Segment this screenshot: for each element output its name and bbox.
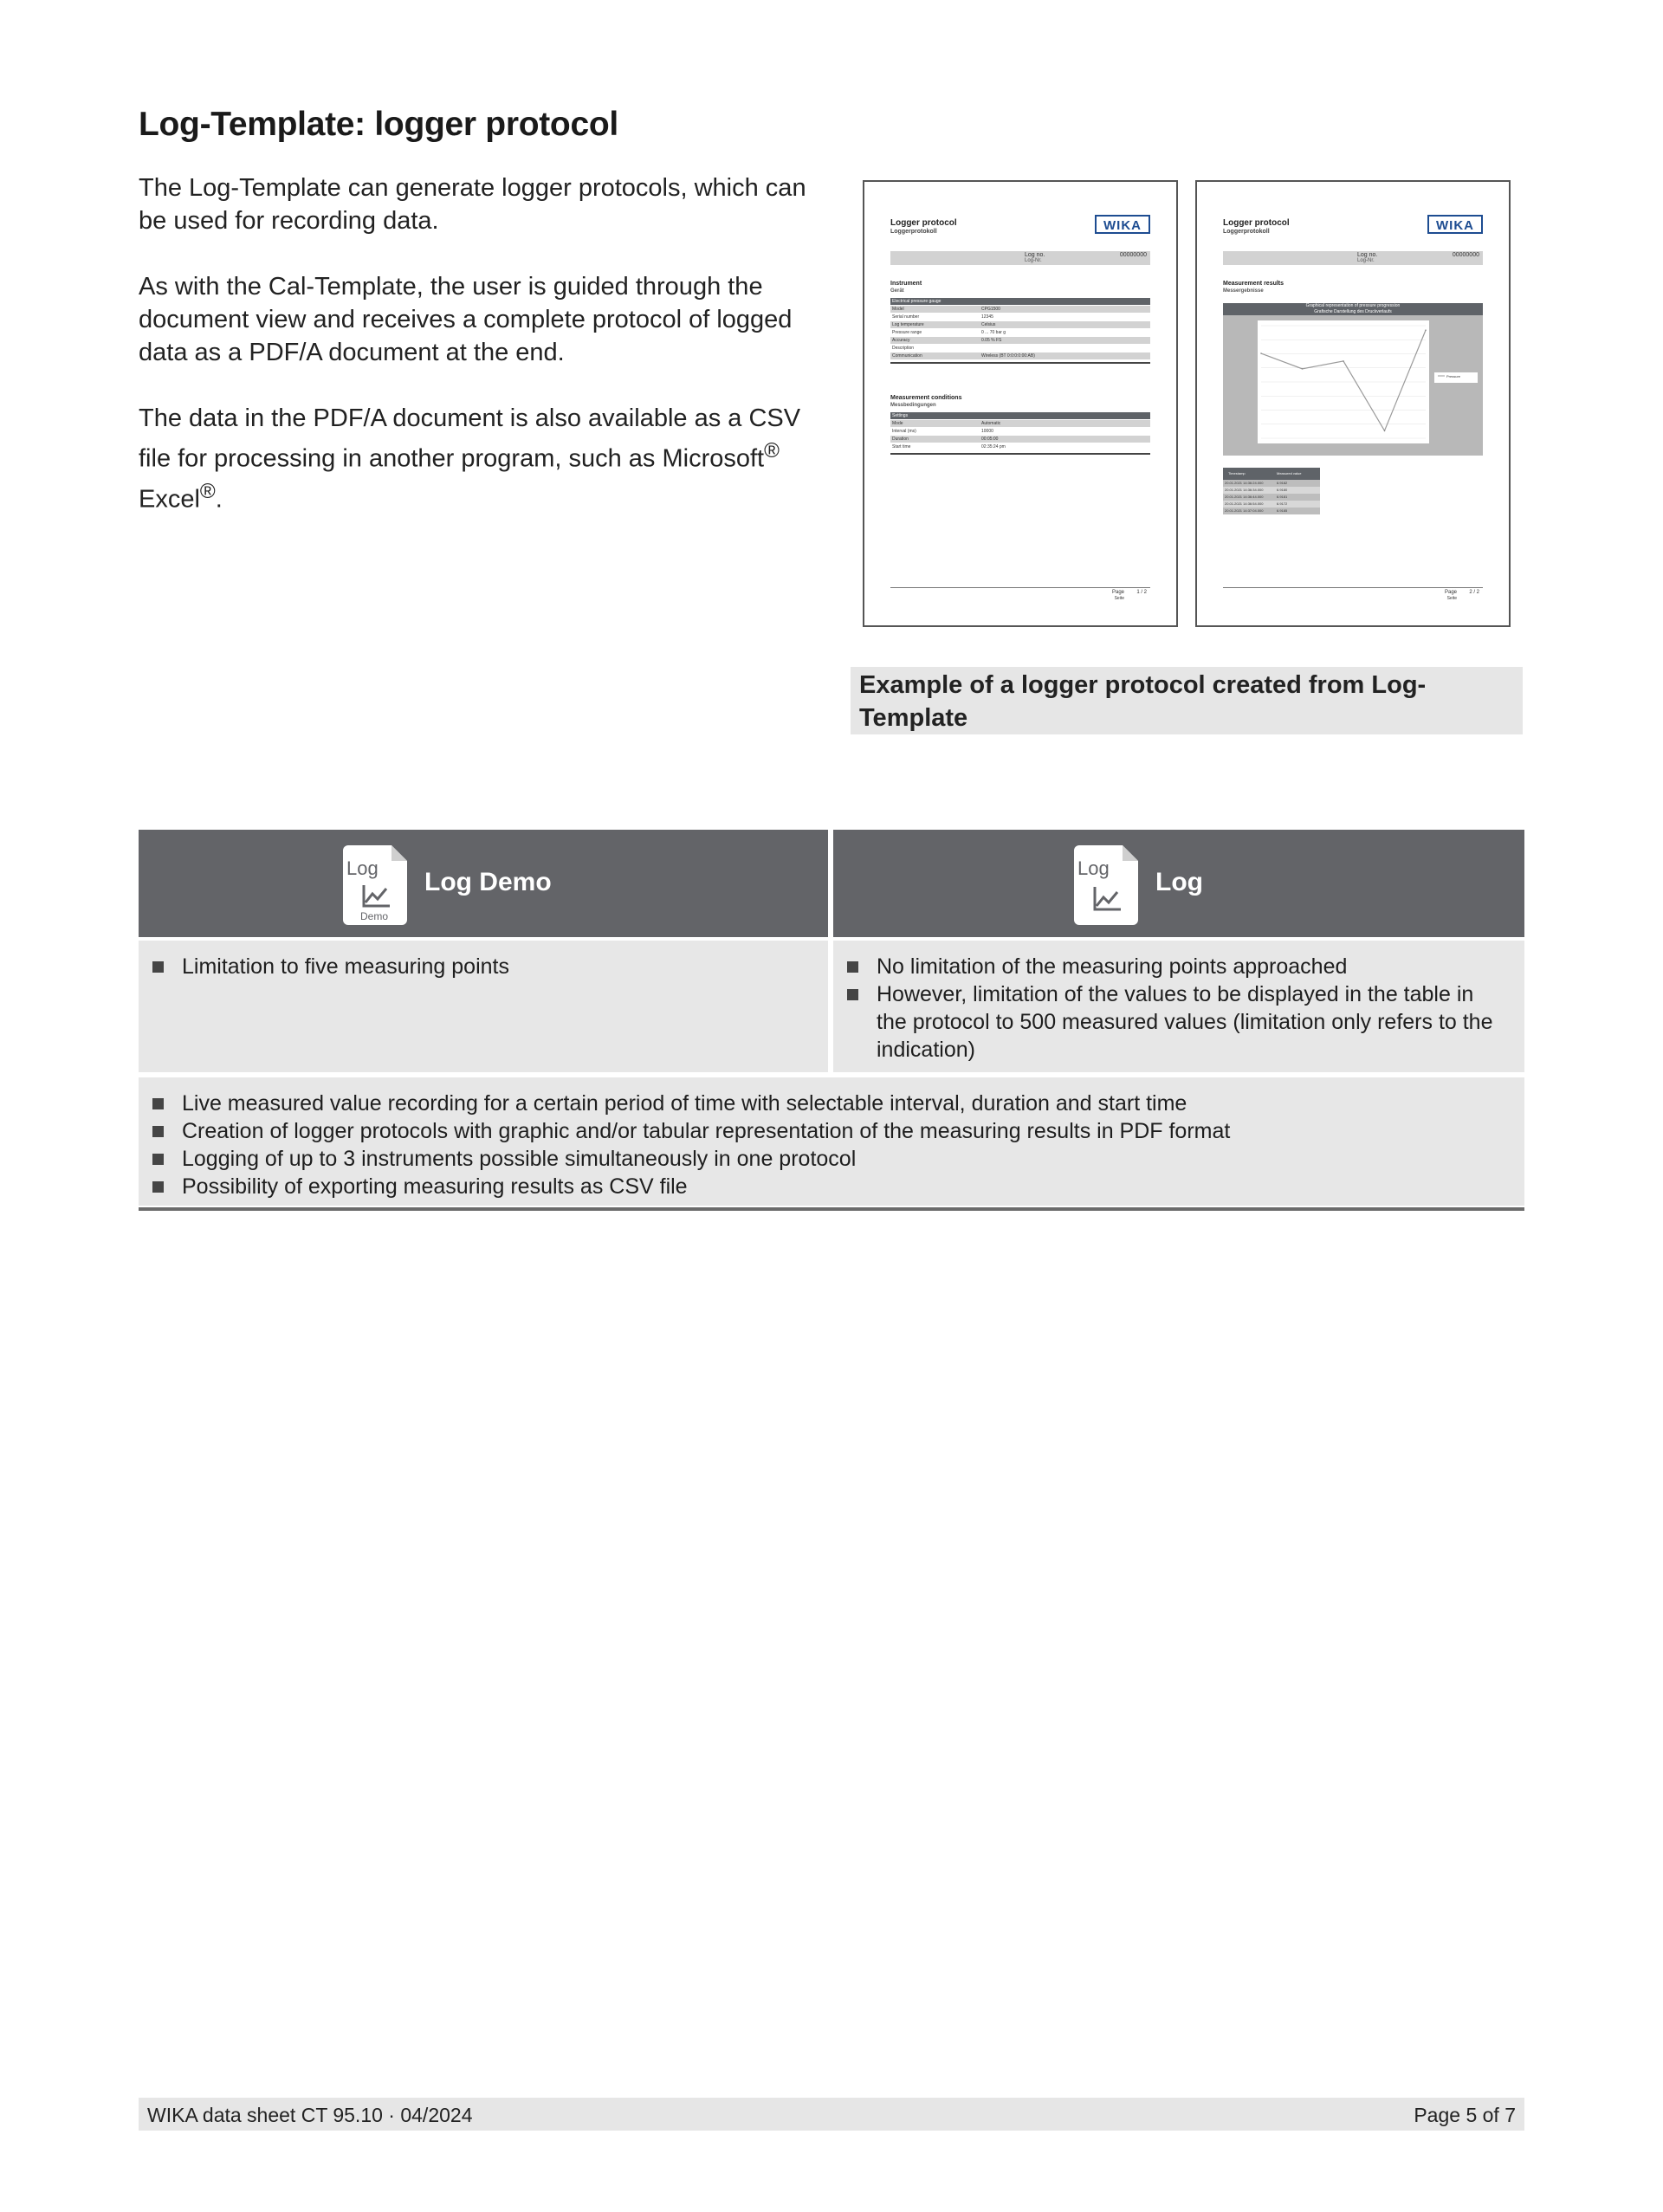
row-label: Start time bbox=[892, 444, 911, 450]
bullet-square-icon bbox=[152, 1098, 164, 1109]
protocol-subtitle: Loggerprotokoll bbox=[1223, 229, 1270, 235]
results-table-cell: 20.01.2021 14:36:34.000 bbox=[1225, 488, 1264, 492]
bullet-square-icon bbox=[847, 961, 858, 973]
bullet-item bbox=[139, 1117, 1507, 1145]
results-table-row bbox=[1223, 501, 1320, 508]
footer-page-number: Page 5 of 7 bbox=[1414, 2104, 1516, 2126]
protocol-title: Logger protocol bbox=[1223, 218, 1290, 228]
protocol-row bbox=[890, 337, 1150, 344]
protocol-row bbox=[890, 436, 1150, 443]
chart-header bbox=[1223, 303, 1483, 315]
icon-text: Log bbox=[346, 857, 379, 879]
results-table-row bbox=[1223, 480, 1320, 487]
bullet-square-icon bbox=[152, 961, 164, 973]
log-no-label: Log no. bbox=[1357, 252, 1378, 258]
protocol-footer bbox=[1223, 587, 1483, 605]
section-instrument: Instrument bbox=[890, 281, 922, 287]
results-table-cell: 6.9185 bbox=[1277, 508, 1288, 513]
results-table-row bbox=[1223, 508, 1320, 514]
protocol-row bbox=[890, 345, 1150, 352]
wika-logo: WIKA bbox=[1095, 215, 1150, 234]
bullet-item bbox=[139, 1145, 1507, 1173]
section-rule bbox=[890, 453, 1150, 455]
section-conditions-sub: Messbedingungen bbox=[890, 403, 936, 408]
section-rule bbox=[890, 362, 1150, 364]
period: . bbox=[215, 485, 223, 514]
col-label-log-demo: Log Demo bbox=[424, 868, 552, 896]
protocol-row bbox=[890, 321, 1150, 328]
results-table-cell: 6.9172 bbox=[1277, 501, 1288, 506]
log-number-bar bbox=[890, 251, 1150, 265]
bullet-square-icon bbox=[152, 1181, 164, 1193]
page-sub-label: Seite bbox=[1114, 596, 1124, 601]
log-features bbox=[833, 941, 1524, 1072]
section-results: Measurement results bbox=[1223, 281, 1284, 287]
pressure-data-point bbox=[1384, 430, 1386, 431]
results-table-header bbox=[1223, 468, 1320, 480]
protocol-row bbox=[890, 329, 1150, 336]
page-sub-label: Seite bbox=[1446, 596, 1457, 601]
col-header-log-demo bbox=[139, 830, 828, 937]
icon-text: Log bbox=[1077, 857, 1110, 879]
results-table-row bbox=[1223, 487, 1320, 494]
row-label: Accuracy bbox=[892, 338, 910, 343]
figure-caption: Example of a logger protocol created from Log-Template bbox=[851, 667, 1523, 734]
common-bullets bbox=[139, 1090, 1507, 1200]
bullet-square-icon bbox=[847, 989, 858, 1000]
protocol-preview-page-1 bbox=[863, 180, 1178, 627]
icon-sub-text: Demo bbox=[360, 910, 389, 922]
bullet-item bbox=[139, 1173, 1507, 1200]
log-demo-features bbox=[139, 941, 828, 1072]
results-table-cell: 6.9181 bbox=[1277, 495, 1288, 499]
results-table-header-cell: Timestamp bbox=[1228, 471, 1246, 475]
table-bottom-rule bbox=[139, 1207, 1524, 1211]
chart-subtitle: Grafische Darstellung des Druckverlaufs bbox=[1314, 309, 1392, 314]
results-table-cell: 6.9180 bbox=[1277, 488, 1288, 492]
page-number: 2 / 2 bbox=[1469, 590, 1479, 595]
results-table-cell: 6.9182 bbox=[1277, 481, 1288, 485]
excel-text: Excel bbox=[139, 485, 200, 514]
bullet-text: No limitation of the measuring points approached bbox=[877, 954, 1348, 979]
bullet-item bbox=[139, 1090, 1507, 1117]
page-label: Page bbox=[1111, 590, 1124, 595]
pressure-chart-plot bbox=[1223, 315, 1485, 456]
footer-datasheet: WIKA data sheet CT 95.10 · 04/2024 bbox=[147, 2104, 473, 2126]
bullet-square-icon bbox=[152, 1154, 164, 1165]
row-label: Serial number bbox=[892, 314, 920, 320]
row-value: 0 ... 70 bar g bbox=[981, 330, 1006, 335]
bullet-text: Live measured value recording for a certain period of time with selectable interval, duration and start time bbox=[182, 1091, 1187, 1116]
protocol-title: Logger protocol bbox=[890, 218, 957, 228]
log-nr-label: Log-Nr. bbox=[1025, 258, 1042, 263]
protocol-row bbox=[890, 314, 1150, 320]
page-title: Log-Template: logger protocol bbox=[139, 106, 618, 143]
log-demo-bullets bbox=[139, 953, 814, 980]
row-label: Model bbox=[892, 307, 904, 312]
pressure-chart bbox=[1223, 303, 1483, 456]
protocol-row bbox=[890, 306, 1150, 313]
results-table-header-cell: Measured value bbox=[1277, 471, 1302, 475]
page-number: 1 / 2 bbox=[1136, 590, 1147, 595]
row-label: Pressure range bbox=[892, 330, 922, 335]
log-icon bbox=[1074, 845, 1138, 925]
log-nr-label: Log-Nr. bbox=[1357, 258, 1375, 263]
results-table bbox=[1223, 468, 1320, 514]
intro-text bbox=[139, 171, 814, 548]
intro-paragraph-3-text: The data in the PDF/A document is also available as a CSV file for processing in another program, such as Microsoft bbox=[139, 404, 801, 473]
bullet-item bbox=[833, 980, 1509, 1064]
log-bullets bbox=[833, 953, 1509, 1064]
intro-paragraph-2: As with the Cal-Template, the user is guided through the document view and receives a complete protocol of logged data as a PDF/A document at the end. bbox=[139, 273, 793, 366]
row-value: Celsius bbox=[981, 322, 996, 327]
pressure-data-point bbox=[1302, 368, 1304, 370]
results-table-cell: 20.01.2021 14:36:24.000 bbox=[1225, 481, 1264, 485]
row-value: 10000 bbox=[981, 429, 993, 434]
registered-mark: ® bbox=[199, 479, 216, 503]
page-label: Page bbox=[1444, 590, 1457, 595]
row-label: Description bbox=[892, 346, 915, 351]
row-value: 00:05:00 bbox=[981, 437, 999, 442]
protocol-row bbox=[890, 428, 1150, 435]
log-demo-icon bbox=[343, 845, 407, 925]
bullet-item bbox=[833, 953, 1509, 980]
row-label: Settings bbox=[892, 413, 909, 418]
log-no-label: Log no. bbox=[1025, 252, 1045, 258]
results-table-cell: 20.01.2021 14:37:04.000 bbox=[1225, 508, 1264, 513]
results-table-cell: 20.01.2021 14:36:54.000 bbox=[1225, 501, 1264, 506]
bullet-text: Possibility of exporting measuring results as CSV file bbox=[182, 1174, 688, 1199]
log-number: 00000000 bbox=[1452, 252, 1479, 258]
common-features bbox=[139, 1077, 1524, 1206]
row-value: CPG1500 bbox=[981, 307, 1000, 312]
protocol-row bbox=[890, 443, 1150, 450]
section-results-sub: Messergebnisse bbox=[1223, 288, 1264, 294]
chart-title: Graphical representation of pressure progression bbox=[1305, 303, 1401, 308]
bullet-text: Limitation to five measuring points bbox=[182, 954, 509, 979]
bullet-text: However, limitation of the values to be displayed in the table in the protocol to 500 measured values (limitation only refers to the indication) bbox=[877, 982, 1493, 1062]
row-label: Log temperature bbox=[892, 322, 924, 327]
protocol-row bbox=[890, 412, 1150, 419]
row-label: Mode bbox=[892, 421, 903, 426]
log-number: 00000000 bbox=[1119, 252, 1147, 258]
results-table-row bbox=[1223, 494, 1320, 501]
row-label: Communication bbox=[892, 353, 922, 359]
row-label: Duration bbox=[892, 437, 909, 442]
legend-label: Pressure bbox=[1446, 374, 1461, 378]
row-label: Electrical pressure gauge bbox=[892, 299, 942, 304]
row-label: Interval (ms) bbox=[892, 429, 916, 434]
row-value: 12345 bbox=[981, 314, 993, 320]
row-value: Automatic bbox=[981, 421, 1001, 426]
bullet-square-icon bbox=[152, 1126, 164, 1137]
row-value: 02:35:24 pm bbox=[981, 444, 1006, 450]
page-footer bbox=[139, 2098, 1524, 2131]
intro-paragraph-3 bbox=[139, 402, 814, 515]
results-table-cell: 20.01.2021 14:36:44.000 bbox=[1225, 495, 1264, 499]
protocol-row bbox=[890, 352, 1150, 359]
intro-paragraph-1: The Log-Template can generate logger protocols, which can be used for recording data. bbox=[139, 174, 806, 235]
protocol-row bbox=[890, 420, 1150, 427]
pressure-data-point bbox=[1260, 352, 1262, 354]
protocol-footer bbox=[890, 587, 1150, 605]
protocol-subtitle: Loggerprotokoll bbox=[890, 229, 937, 235]
col-header-log bbox=[833, 830, 1524, 937]
protocol-preview-page-2 bbox=[1195, 180, 1511, 627]
bullet-text: Creation of logger protocols with graphic and/or tabular representation of the measuring results in PDF format bbox=[182, 1119, 1231, 1143]
pressure-data-point bbox=[1425, 329, 1427, 331]
section-conditions: Measurement conditions bbox=[890, 395, 962, 401]
registered-mark: ® bbox=[764, 439, 780, 462]
protocol-row bbox=[890, 298, 1150, 305]
log-number-bar bbox=[1223, 251, 1483, 265]
row-value: Wireless (BT 0:0:0:0:00:AB) bbox=[981, 353, 1035, 359]
col-label-log: Log bbox=[1155, 868, 1203, 896]
bullet-item bbox=[139, 953, 814, 980]
bullet-text: Logging of up to 3 instruments possible simultaneously in one protocol bbox=[182, 1147, 857, 1171]
row-value: 0.05 % FS bbox=[981, 338, 1002, 343]
wika-logo: WIKA bbox=[1427, 215, 1483, 234]
section-instrument-sub: Gerät bbox=[890, 288, 904, 294]
pressure-data-point bbox=[1343, 360, 1344, 362]
